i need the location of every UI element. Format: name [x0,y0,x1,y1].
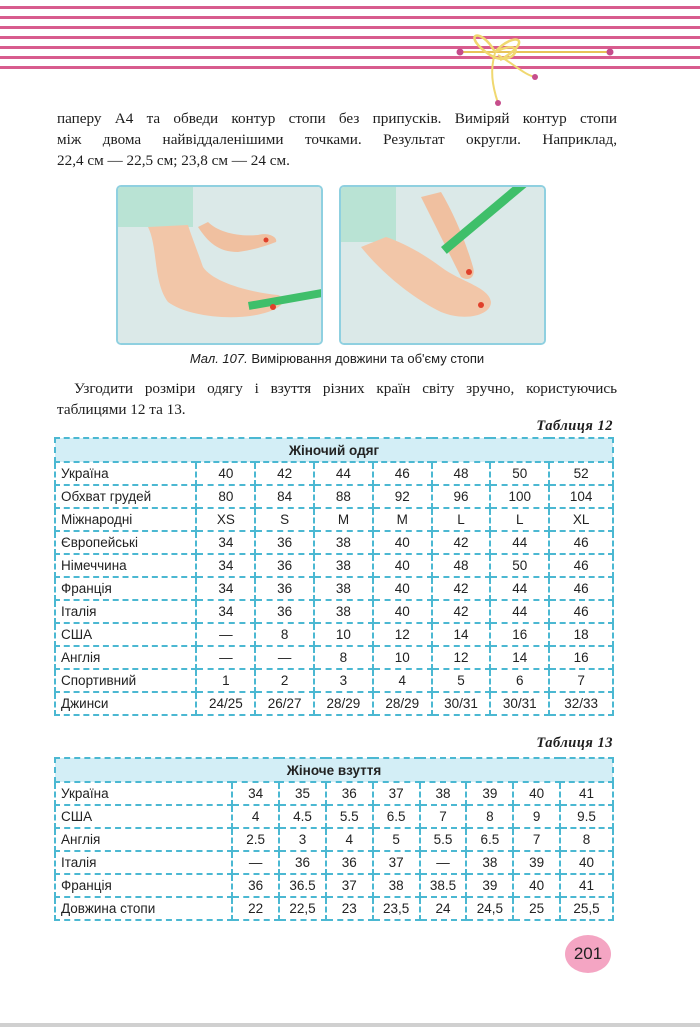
row-label: Україна [55,782,232,805]
table-cell: 96 [432,485,491,508]
table-row [55,874,613,897]
table-row [55,805,613,828]
table-cell: 14 [432,623,491,646]
table-cell: 3 [279,828,326,851]
table-cell: 8 [314,646,373,669]
table-cell: 7 [513,828,560,851]
table-cell: 92 [373,485,432,508]
table-cell: 34 [196,531,255,554]
table-cell: 40 [196,462,255,485]
stripe [0,6,700,9]
table-cell: 9 [513,805,560,828]
table-cell: 36 [255,531,314,554]
table-cell: 5.5 [420,828,467,851]
table13-title: Жіноче взуття [55,758,613,782]
table-row [55,897,613,920]
table-cell: XL [549,508,613,531]
table-cell: 38 [314,600,373,623]
table-cell: 36 [255,554,314,577]
table-cell: 38 [314,531,373,554]
table-cell: 16 [490,623,549,646]
table-cell: 104 [549,485,613,508]
row-label: Європейські [55,531,196,554]
table-cell: 84 [255,485,314,508]
table-cell: 32/33 [549,692,613,715]
table-cell: 28/29 [314,692,373,715]
table-cell: 80 [196,485,255,508]
table-cell: 6 [490,669,549,692]
text-line: 22,4 см — 22,5 см; 23,8 см — 24 см. [57,152,290,169]
table-cell: 8 [466,805,513,828]
table-cell: 37 [373,851,420,874]
table-cell: 16 [549,646,613,669]
table-cell: 46 [549,577,613,600]
table-cell: 4 [326,828,373,851]
row-label: Німеччина [55,554,196,577]
table12-title: Жіночий одяг [55,438,613,462]
tables-intro-paragraph: Узгодити розміри одягу і взуття різних країн світу зручно, користуючись таблицями 12 та 13. [57,380,617,418]
table-cell: 38 [420,782,467,805]
figure-caption [57,351,617,366]
ribbon-bow-icon [420,15,620,110]
table-row [55,782,613,805]
table-cell: 7 [420,805,467,828]
table-cell: 88 [314,485,373,508]
table-cell: 36 [255,577,314,600]
table-cell: 36 [326,782,373,805]
table-cell: 46 [373,462,432,485]
table-row [55,828,613,851]
table-cell: 35 [279,782,326,805]
table-cell: 37 [373,782,420,805]
table-cell: 40 [373,577,432,600]
table-cell: L [490,508,549,531]
table-cell: 39 [466,782,513,805]
row-label: Джинси [55,692,196,715]
table-cell: 34 [196,600,255,623]
intro-paragraph [57,108,617,171]
figure-caption-text: Вимірювання довжини та об'єму стопи [251,351,485,366]
womens-clothing-table [54,437,614,716]
table-cell: 50 [490,462,549,485]
table-cell: 100 [490,485,549,508]
table-cell: 1 [196,669,255,692]
table-cell: 40 [513,874,560,897]
row-label: Франція [55,577,196,600]
row-label: Англія [55,646,196,669]
table-row [55,600,613,623]
table-cell: 44 [490,600,549,623]
table-cell: 6.5 [466,828,513,851]
row-label: США [55,623,196,646]
table-cell: 46 [549,554,613,577]
table-cell: 9.5 [560,805,613,828]
table-cell: 40 [560,851,613,874]
table-row [55,577,613,600]
table-cell: 40 [373,554,432,577]
table-cell: 42 [255,462,314,485]
table-row [55,531,613,554]
table-cell: 5.5 [326,805,373,828]
table-cell: 5 [432,669,491,692]
table-cell: 38 [314,577,373,600]
foot-volume-photo [339,185,546,345]
bottom-divider [0,1023,700,1027]
row-label: Англія [55,828,232,851]
table-cell: — [196,646,255,669]
table-cell: 50 [490,554,549,577]
table-cell: 34 [196,554,255,577]
table-row [55,554,613,577]
table-cell: 44 [490,531,549,554]
table-cell: 37 [326,874,373,897]
table-cell: 23,5 [373,897,420,920]
table-cell: 4 [373,669,432,692]
table-cell: 26/27 [255,692,314,715]
row-label: Довжина стопи [55,897,232,920]
row-label: Спортивний [55,669,196,692]
table-cell: 3 [314,669,373,692]
table-cell: 25 [513,897,560,920]
table-cell: — [255,646,314,669]
table-cell: 46 [549,600,613,623]
table-cell: 14 [490,646,549,669]
table-cell: 2.5 [232,828,279,851]
table-cell: 2 [255,669,314,692]
table-row [55,851,613,874]
table-cell: 36 [255,600,314,623]
table-cell: 41 [560,782,613,805]
table-cell: 48 [432,462,491,485]
row-label: Італія [55,600,196,623]
table-row [55,646,613,669]
table-cell: 10 [314,623,373,646]
table-cell: 24 [420,897,467,920]
table-cell: 6.5 [373,805,420,828]
table-cell: 10 [373,646,432,669]
text-line: паперу А4 та обведи контур стопи без припусків. Виміряй контур стопи [57,110,617,127]
table-row [55,669,613,692]
table-cell: 34 [196,577,255,600]
table-cell: 36 [279,851,326,874]
table-cell: 36.5 [279,874,326,897]
row-label: Італія [55,851,232,874]
table-cell: 42 [432,600,491,623]
table-row [55,692,613,715]
table-cell: 36 [232,874,279,897]
table-cell: 40 [513,782,560,805]
table-cell: 42 [432,531,491,554]
table-cell: L [432,508,491,531]
table-cell: 30/31 [432,692,491,715]
table-cell: 25,5 [560,897,613,920]
table-cell: — [196,623,255,646]
figure-number: Мал. 107. [189,351,248,366]
table13-label: Таблиця 13 [536,735,613,751]
table-cell: 4.5 [279,805,326,828]
table-cell: 4 [232,805,279,828]
table-cell: 12 [373,623,432,646]
table-row [55,623,613,646]
table-cell: 44 [314,462,373,485]
table-cell: 24,5 [466,897,513,920]
table-cell: 5 [373,828,420,851]
table-cell: 7 [549,669,613,692]
table-row [55,462,613,485]
row-label: Україна [55,462,196,485]
table-cell: 22,5 [279,897,326,920]
foot-measuring-illustration-icon [118,187,321,343]
foot-measuring-illustration-icon [341,187,544,343]
table-cell: 38 [373,874,420,897]
table-cell: XS [196,508,255,531]
table-cell: 40 [373,531,432,554]
table-cell: 36 [326,851,373,874]
table-cell: 8 [255,623,314,646]
table-cell: 38 [466,851,513,874]
womens-shoes-table [54,757,614,921]
table-row [55,508,613,531]
table-cell: 18 [549,623,613,646]
table-cell: — [420,851,467,874]
row-label: Обхват грудей [55,485,196,508]
table-cell: 38 [314,554,373,577]
table-cell: — [232,851,279,874]
table-cell: 41 [560,874,613,897]
table-cell: 40 [373,600,432,623]
table-cell: 8 [560,828,613,851]
table-cell: M [373,508,432,531]
table-cell: 42 [432,577,491,600]
table-cell: S [255,508,314,531]
table-cell: 39 [513,851,560,874]
table-cell: 28/29 [373,692,432,715]
table-cell: 52 [549,462,613,485]
foot-length-photo [116,185,323,345]
table-cell: 39 [466,874,513,897]
row-label: Міжнародні [55,508,196,531]
table-cell: 46 [549,531,613,554]
table-cell: 30/31 [490,692,549,715]
page-number-badge: 201 [565,935,611,973]
table-cell: 22 [232,897,279,920]
table-cell: 38.5 [420,874,467,897]
table-cell: M [314,508,373,531]
table12-label: Таблиця 12 [536,418,613,434]
table-cell: 48 [432,554,491,577]
table-cell: 23 [326,897,373,920]
table-cell: 24/25 [196,692,255,715]
row-label: США [55,805,232,828]
table-cell: 34 [232,782,279,805]
text-line: між двома найвіддаленішими точками. Результат округли. Наприклад, [57,131,617,148]
row-label: Франція [55,874,232,897]
table-row [55,485,613,508]
table-cell: 12 [432,646,491,669]
table-cell: 44 [490,577,549,600]
